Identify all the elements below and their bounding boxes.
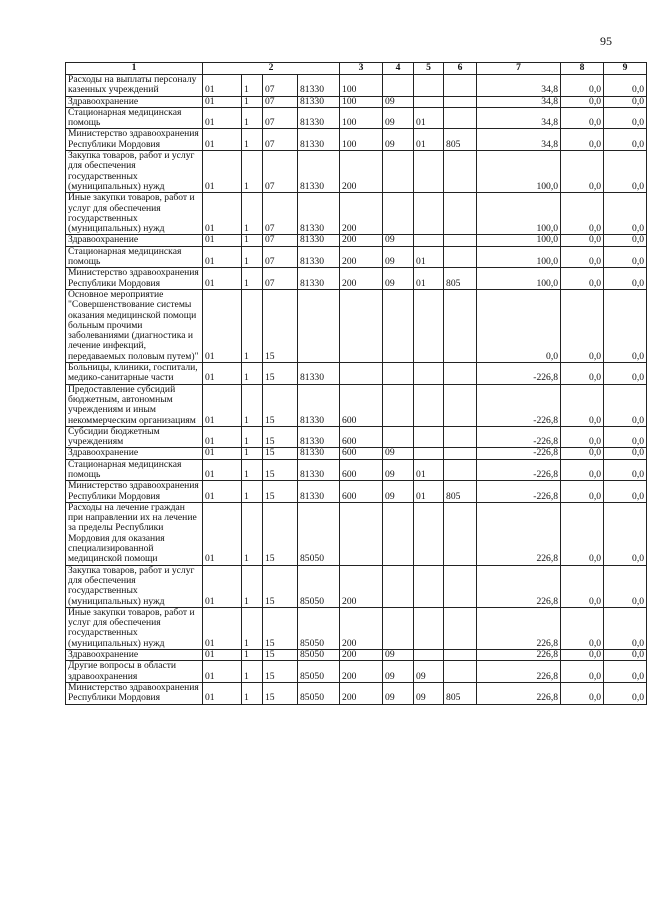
code-b-cell: 1 [242,448,263,459]
header-col-9: 9 [604,63,647,75]
code-e-cell [340,289,383,362]
code-f-cell [383,289,414,362]
table-row [66,481,647,503]
code-d-cell: 81330 [298,481,340,503]
amount-col8-cell: 0,0 [561,481,604,503]
code-g-cell [414,607,444,649]
code-d-cell: 81330 [298,459,340,481]
code-e-cell: 600 [340,448,383,459]
code-a-cell: 01 [203,96,242,107]
amount-col9-cell: 0,0 [604,235,647,246]
code-h-cell [444,607,477,649]
code-h-cell [444,246,477,268]
code-g-cell: 01 [414,459,444,481]
code-d-cell: 81330 [298,246,340,268]
code-b-cell: 1 [242,682,263,704]
amount-col9-cell: 0,0 [604,363,647,385]
code-f-cell [383,193,414,235]
row-name-cell: Расходы на лечение граждан при направлении их на лечение за пределы Республики Мордовия для оказания специализированной медицинской помощи [66,502,203,565]
code-d-cell: 81330 [298,151,340,193]
amount-col7-cell: 34,8 [477,107,561,129]
code-g-cell [414,193,444,235]
row-name-cell: Расходы на выплаты персоналу казенных учреждений [66,75,203,97]
amount-col8-cell: 0,0 [561,661,604,683]
code-g-cell: 01 [414,107,444,129]
code-b-cell: 1 [242,459,263,481]
code-h-cell [444,661,477,683]
amount-col9-cell: 0,0 [604,246,647,268]
row-name-cell: Здравоохранение [66,650,203,661]
amount-col8-cell: 0,0 [561,96,604,107]
table-row [66,426,647,448]
code-c-cell: 07 [263,235,298,246]
code-c-cell: 15 [263,459,298,481]
amount-col8-cell: 0,0 [561,246,604,268]
code-g-cell: 09 [414,682,444,704]
code-g-cell: 01 [414,246,444,268]
amount-col8-cell: 0,0 [561,289,604,362]
code-f-cell: 09 [383,459,414,481]
amount-col9-cell: 0,0 [604,502,647,565]
amount-col7-cell: 0,0 [477,289,561,362]
code-h-cell [444,96,477,107]
table-row [66,650,647,661]
row-name-cell: Основное мероприятие "Совершенствование системы оказания медицинской помощи больным прочими заболеваниями (диагностика и лечение инфекций, передаваемых половым путем)" [66,289,203,362]
code-g-cell [414,502,444,565]
table-row [66,151,647,193]
table-row [66,193,647,235]
page-number: 95 [600,34,612,48]
row-name-cell: Министерство здравоохранения Республики Мордовия [66,682,203,704]
code-c-cell: 15 [263,661,298,683]
code-h-cell [444,363,477,385]
header-col-2: 2 [203,63,340,75]
code-e-cell: 200 [340,607,383,649]
amount-col8-cell: 0,0 [561,129,604,151]
code-a-cell: 01 [203,235,242,246]
code-a-cell: 01 [203,193,242,235]
amount-col7-cell: -226,8 [477,426,561,448]
row-name-cell: Закупка товаров, работ и услуг для обеспечения государственных (муниципальных) нужд [66,151,203,193]
amount-col7-cell: -226,8 [477,459,561,481]
amount-col8-cell: 0,0 [561,502,604,565]
code-c-cell: 15 [263,448,298,459]
amount-col9-cell: 0,0 [604,96,647,107]
code-h-cell [444,426,477,448]
row-name-cell: Стационарная медицинская помощь [66,459,203,481]
code-b-cell: 1 [242,363,263,385]
code-c-cell: 07 [263,75,298,97]
code-c-cell: 07 [263,129,298,151]
code-d-cell [298,289,340,362]
code-h-cell [444,75,477,97]
code-a-cell: 01 [203,661,242,683]
code-g-cell [414,426,444,448]
code-g-cell: 01 [414,129,444,151]
code-h-cell: 805 [444,682,477,704]
code-a-cell: 01 [203,448,242,459]
code-h-cell [444,235,477,246]
code-c-cell: 15 [263,502,298,565]
code-d-cell: 81330 [298,129,340,151]
code-c-cell: 15 [263,426,298,448]
amount-col7-cell: 100,0 [477,268,561,290]
header-col-4: 4 [383,63,414,75]
table-row [66,363,647,385]
amount-col9-cell: 0,0 [604,75,647,97]
code-b-cell: 1 [242,607,263,649]
table-row [66,235,647,246]
amount-col7-cell: -226,8 [477,384,561,426]
code-d-cell: 85050 [298,502,340,565]
amount-col7-cell: 226,8 [477,565,561,607]
code-f-cell [383,363,414,385]
code-d-cell: 81330 [298,426,340,448]
amount-col7-cell: 226,8 [477,607,561,649]
code-c-cell: 07 [263,151,298,193]
code-a-cell: 01 [203,481,242,503]
code-e-cell: 200 [340,650,383,661]
header-col-5: 5 [414,63,444,75]
table-row [66,107,647,129]
amount-col8-cell: 0,0 [561,75,604,97]
amount-col7-cell: 100,0 [477,235,561,246]
amount-col8-cell: 0,0 [561,151,604,193]
amount-col8-cell: 0,0 [561,565,604,607]
table-body [66,75,647,705]
code-c-cell: 07 [263,193,298,235]
code-b-cell: 1 [242,481,263,503]
amount-col7-cell: 100,0 [477,246,561,268]
amount-col8-cell: 0,0 [561,235,604,246]
amount-col8-cell: 0,0 [561,607,604,649]
code-f-cell [383,607,414,649]
code-e-cell: 100 [340,129,383,151]
code-c-cell: 15 [263,565,298,607]
row-name-cell: Стационарная медицинская помощь [66,107,203,129]
code-f-cell: 09 [383,661,414,683]
table-row [66,448,647,459]
code-h-cell [444,384,477,426]
amount-col9-cell: 0,0 [604,151,647,193]
amount-col9-cell: 0,0 [604,650,647,661]
amount-col7-cell: -226,8 [477,448,561,459]
header-col-1: 1 [66,63,203,75]
amount-col8-cell: 0,0 [561,363,604,385]
amount-col7-cell: -226,8 [477,481,561,503]
amount-col7-cell: 226,8 [477,661,561,683]
code-g-cell [414,235,444,246]
header-col-6: 6 [444,63,477,75]
amount-col8-cell: 0,0 [561,193,604,235]
code-b-cell: 1 [242,193,263,235]
amount-col7-cell: 34,8 [477,75,561,97]
code-a-cell: 01 [203,384,242,426]
code-e-cell: 200 [340,235,383,246]
code-g-cell [414,151,444,193]
row-name-cell: Министерство здравоохранения Республики Мордовия [66,268,203,290]
table-row [66,661,647,683]
amount-col9-cell: 0,0 [604,193,647,235]
code-e-cell: 200 [340,151,383,193]
amount-col9-cell: 0,0 [604,565,647,607]
code-g-cell [414,384,444,426]
code-f-cell [383,426,414,448]
row-name-cell: Больницы, клиники, госпитали, медико-санитарные части [66,363,203,385]
code-d-cell: 81330 [298,235,340,246]
code-h-cell: 805 [444,268,477,290]
code-a-cell: 01 [203,75,242,97]
code-e-cell: 200 [340,565,383,607]
code-g-cell [414,565,444,607]
amount-col9-cell: 0,0 [604,268,647,290]
row-name-cell: Иные закупки товаров, работ и услуг для обеспечения государственных (муниципальных) нужд [66,193,203,235]
code-b-cell: 1 [242,107,263,129]
header-col-7: 7 [477,63,561,75]
amount-col7-cell: -226,8 [477,363,561,385]
code-b-cell: 1 [242,96,263,107]
code-g-cell [414,75,444,97]
header-row [66,63,647,75]
code-b-cell: 1 [242,502,263,565]
code-f-cell [383,384,414,426]
code-f-cell [383,75,414,97]
code-f-cell: 09 [383,107,414,129]
code-a-cell: 01 [203,151,242,193]
code-h-cell [444,650,477,661]
code-b-cell: 1 [242,129,263,151]
code-e-cell: 200 [340,268,383,290]
amount-col7-cell: 34,8 [477,129,561,151]
amount-col8-cell: 0,0 [561,448,604,459]
code-c-cell: 15 [263,384,298,426]
code-c-cell: 07 [263,246,298,268]
code-a-cell: 01 [203,107,242,129]
code-a-cell: 01 [203,129,242,151]
code-e-cell [340,363,383,385]
table-row [66,75,647,97]
code-a-cell: 01 [203,650,242,661]
code-h-cell: 805 [444,481,477,503]
code-g-cell [414,448,444,459]
amount-col8-cell: 0,0 [561,459,604,481]
amount-col9-cell: 0,0 [604,129,647,151]
table-row [66,268,647,290]
code-b-cell: 1 [242,75,263,97]
code-h-cell [444,151,477,193]
amount-col7-cell: 226,8 [477,682,561,704]
row-name-cell: Субсидии бюджетным учреждениям [66,426,203,448]
code-e-cell: 200 [340,682,383,704]
code-g-cell [414,650,444,661]
code-c-cell: 15 [263,682,298,704]
code-g-cell: 09 [414,661,444,683]
code-b-cell: 1 [242,661,263,683]
code-e-cell [340,502,383,565]
code-g-cell [414,96,444,107]
code-e-cell: 600 [340,459,383,481]
code-d-cell: 85050 [298,607,340,649]
table-row [66,607,647,649]
code-h-cell [444,565,477,607]
code-f-cell [383,502,414,565]
code-h-cell [444,193,477,235]
code-f-cell: 09 [383,96,414,107]
code-a-cell: 01 [203,459,242,481]
amount-col8-cell: 0,0 [561,426,604,448]
row-name-cell: Здравоохранение [66,96,203,107]
code-c-cell: 15 [263,481,298,503]
amount-col8-cell: 0,0 [561,268,604,290]
code-b-cell: 1 [242,151,263,193]
code-d-cell: 85050 [298,650,340,661]
code-h-cell [444,502,477,565]
code-a-cell: 01 [203,565,242,607]
code-d-cell: 81330 [298,107,340,129]
code-d-cell: 85050 [298,682,340,704]
row-name-cell: Стационарная медицинская помощь [66,246,203,268]
table-row [66,246,647,268]
code-a-cell: 01 [203,363,242,385]
amount-col9-cell: 0,0 [604,289,647,362]
code-g-cell: 01 [414,481,444,503]
code-d-cell: 81330 [298,268,340,290]
code-f-cell [383,151,414,193]
table-row [66,96,647,107]
code-c-cell: 07 [263,268,298,290]
header-col-8: 8 [561,63,604,75]
code-a-cell: 01 [203,682,242,704]
code-e-cell: 100 [340,107,383,129]
amount-col7-cell: 226,8 [477,650,561,661]
table-row [66,459,647,481]
amount-col9-cell: 0,0 [604,682,647,704]
code-b-cell: 1 [242,384,263,426]
code-d-cell: 81330 [298,193,340,235]
amount-col7-cell: 100,0 [477,193,561,235]
code-h-cell [444,459,477,481]
amount-col8-cell: 0,0 [561,384,604,426]
table-row [66,384,647,426]
amount-col7-cell: 34,8 [477,96,561,107]
table-row [66,129,647,151]
code-e-cell: 600 [340,426,383,448]
code-a-cell: 01 [203,607,242,649]
code-h-cell: 805 [444,129,477,151]
code-c-cell: 07 [263,96,298,107]
amount-col9-cell: 0,0 [604,661,647,683]
code-f-cell: 09 [383,268,414,290]
code-d-cell: 81330 [298,384,340,426]
code-b-cell: 1 [242,246,263,268]
code-d-cell: 81330 [298,75,340,97]
amount-col9-cell: 0,0 [604,426,647,448]
code-e-cell: 200 [340,193,383,235]
code-b-cell: 1 [242,426,263,448]
code-f-cell: 09 [383,481,414,503]
code-f-cell: 09 [383,246,414,268]
row-name-cell: Другие вопросы в области здравоохранения [66,661,203,683]
table-row [66,289,647,362]
code-h-cell [444,107,477,129]
row-name-cell: Закупка товаров, работ и услуг для обеспечения государственных (муниципальных) нужд [66,565,203,607]
row-name-cell: Министерство здравоохранения Республики Мордовия [66,129,203,151]
code-d-cell: 85050 [298,661,340,683]
code-a-cell: 01 [203,268,242,290]
table-row [66,565,647,607]
code-h-cell [444,289,477,362]
code-g-cell [414,289,444,362]
code-e-cell: 100 [340,96,383,107]
code-b-cell: 1 [242,235,263,246]
code-d-cell: 81330 [298,363,340,385]
budget-table [65,62,647,705]
row-name-cell: Здравоохранение [66,235,203,246]
amount-col7-cell: 100,0 [477,151,561,193]
code-d-cell: 85050 [298,565,340,607]
amount-col9-cell: 0,0 [604,481,647,503]
amount-col8-cell: 0,0 [561,650,604,661]
code-h-cell [444,448,477,459]
amount-col9-cell: 0,0 [604,448,647,459]
code-a-cell: 01 [203,502,242,565]
row-name-cell: Здравоохранение [66,448,203,459]
code-f-cell [383,565,414,607]
code-b-cell: 1 [242,289,263,362]
amount-col9-cell: 0,0 [604,384,647,426]
amount-col8-cell: 0,0 [561,107,604,129]
row-name-cell: Предоставление субсидий бюджетным, автономным учреждениям и иным некоммерческим организациям [66,384,203,426]
code-b-cell: 1 [242,650,263,661]
code-c-cell: 15 [263,607,298,649]
code-d-cell: 81330 [298,448,340,459]
amount-col9-cell: 0,0 [604,107,647,129]
code-c-cell: 15 [263,363,298,385]
code-e-cell: 600 [340,384,383,426]
table-row [66,682,647,704]
code-g-cell [414,363,444,385]
code-c-cell: 15 [263,650,298,661]
code-g-cell: 01 [414,268,444,290]
code-e-cell: 600 [340,481,383,503]
code-f-cell: 09 [383,235,414,246]
code-f-cell: 09 [383,129,414,151]
code-e-cell: 200 [340,661,383,683]
code-e-cell: 200 [340,246,383,268]
amount-col7-cell: 226,8 [477,502,561,565]
row-name-cell: Иные закупки товаров, работ и услуг для обеспечения государственных (муниципальных) нужд [66,607,203,649]
code-d-cell: 81330 [298,96,340,107]
code-a-cell: 01 [203,246,242,268]
header-col-3: 3 [340,63,383,75]
code-c-cell: 15 [263,289,298,362]
code-b-cell: 1 [242,565,263,607]
code-f-cell: 09 [383,682,414,704]
row-name-cell: Министерство здравоохранения Республики Мордовия [66,481,203,503]
code-a-cell: 01 [203,289,242,362]
code-b-cell: 1 [242,268,263,290]
code-c-cell: 07 [263,107,298,129]
code-e-cell: 100 [340,75,383,97]
code-f-cell: 09 [383,650,414,661]
code-f-cell: 09 [383,448,414,459]
amount-col9-cell: 0,0 [604,607,647,649]
amount-col9-cell: 0,0 [604,459,647,481]
code-a-cell: 01 [203,426,242,448]
table-row [66,502,647,565]
amount-col8-cell: 0,0 [561,682,604,704]
